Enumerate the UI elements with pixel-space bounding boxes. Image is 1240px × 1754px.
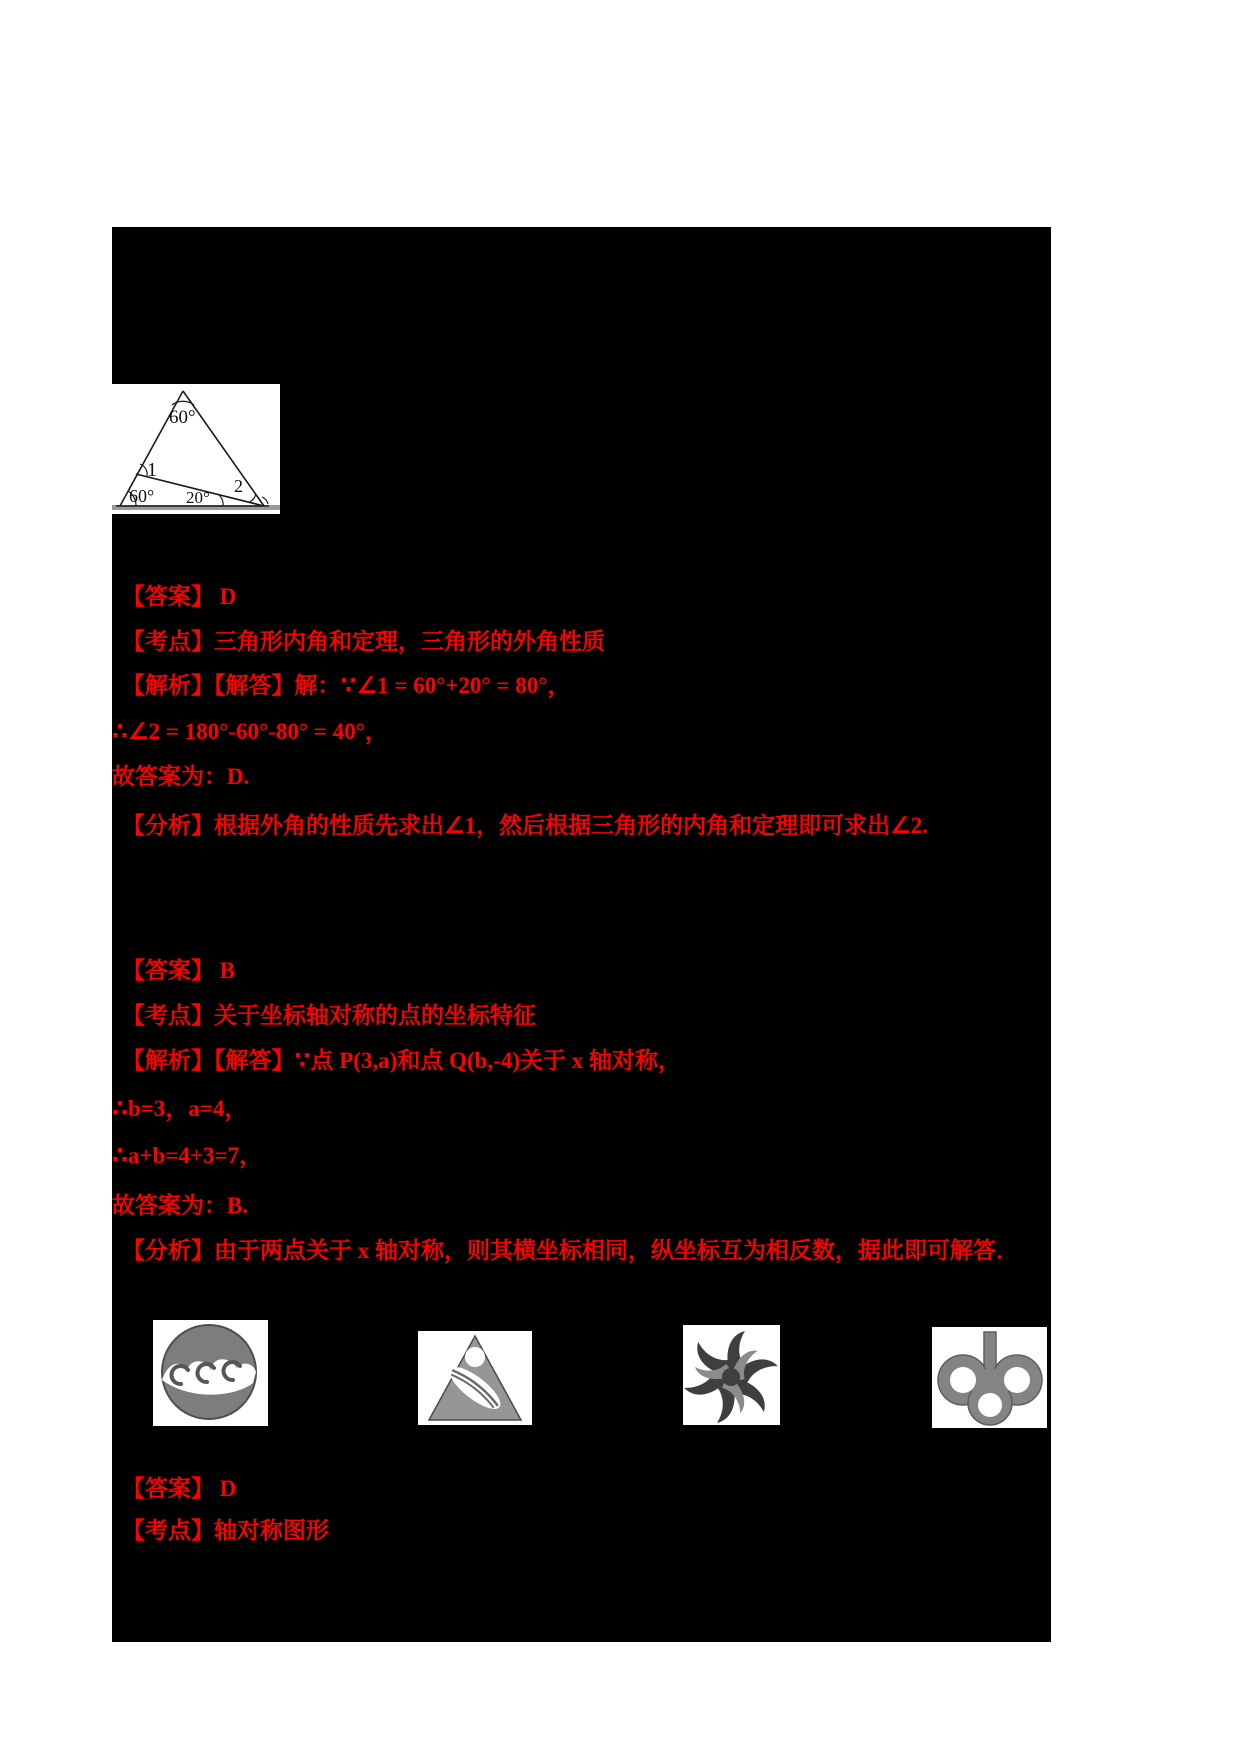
base-mid-angle-label: 20° bbox=[186, 488, 210, 507]
triangle-leaf-icon bbox=[418, 1331, 532, 1425]
q3-answer-line: 【答案】 D bbox=[122, 1476, 237, 1501]
leaf-dot bbox=[465, 1347, 485, 1367]
angle-1-label: 1 bbox=[147, 459, 157, 481]
q1-analysis-line: 【分析】根据外角的性质先求出∠1，然后根据三角形的内角和定理即可求出∠2. bbox=[122, 813, 928, 838]
q3-concept-line: 【考点】轴对称图形 bbox=[122, 1518, 329, 1543]
option-c-pinwheel-emblem bbox=[683, 1325, 780, 1425]
option-b-triangle-leaf-emblem bbox=[418, 1331, 532, 1425]
q2-answer-line: 【答案】 B bbox=[122, 958, 236, 983]
q2-deduction2-line: ∴a+b=4+3=7， bbox=[112, 1143, 263, 1168]
q1-answer-line: 【答案】 D bbox=[122, 584, 237, 609]
q1-conclusion-line: 故答案为：D. bbox=[112, 764, 250, 789]
q1-concept-line: 【考点】三角形内角和定理，三角形的外角性质 bbox=[122, 629, 605, 654]
pinwheel-center bbox=[722, 1368, 740, 1386]
base-left-angle-label: 60° bbox=[129, 486, 155, 506]
angle-2-label: 2 bbox=[234, 476, 243, 496]
option-d-rings-key-emblem bbox=[932, 1327, 1047, 1428]
rings-key-icon bbox=[932, 1327, 1047, 1428]
q2-conclusion-line: 故答案为：B. bbox=[112, 1193, 249, 1218]
option-a-wave-circle-emblem bbox=[153, 1320, 268, 1426]
triangle-figure-svg bbox=[112, 384, 280, 514]
pinwheel-icon bbox=[683, 1325, 780, 1425]
q1-deduction-line: ∴∠2 = 180°-60°-80° = 40°， bbox=[112, 719, 388, 744]
q1-solution-line: 【解析】【解答】解：∵∠1 = 60°+20° = 80°， bbox=[122, 673, 571, 698]
highlighted-answer-panel bbox=[112, 227, 1051, 1642]
key-stem bbox=[984, 1332, 996, 1374]
triangle-angles-figure bbox=[112, 384, 280, 514]
q2-deduction1-line: ∴b=3，a=4， bbox=[112, 1096, 248, 1121]
apex-angle-label: 60° bbox=[169, 407, 196, 428]
q2-solution-line: 【解析】【解答】∵点 P(3,a)和点 Q(b,-4)关于 x 轴对称， bbox=[122, 1048, 682, 1073]
wave-circle-icon bbox=[153, 1320, 268, 1426]
q2-analysis-line: 【分析】由于两点关于 x 轴对称，则其横坐标相同，纵坐标互为相反数，据此即可解答． bbox=[122, 1238, 1019, 1263]
q2-concept-line: 【考点】关于坐标轴对称的点的坐标特征 bbox=[122, 1003, 536, 1028]
